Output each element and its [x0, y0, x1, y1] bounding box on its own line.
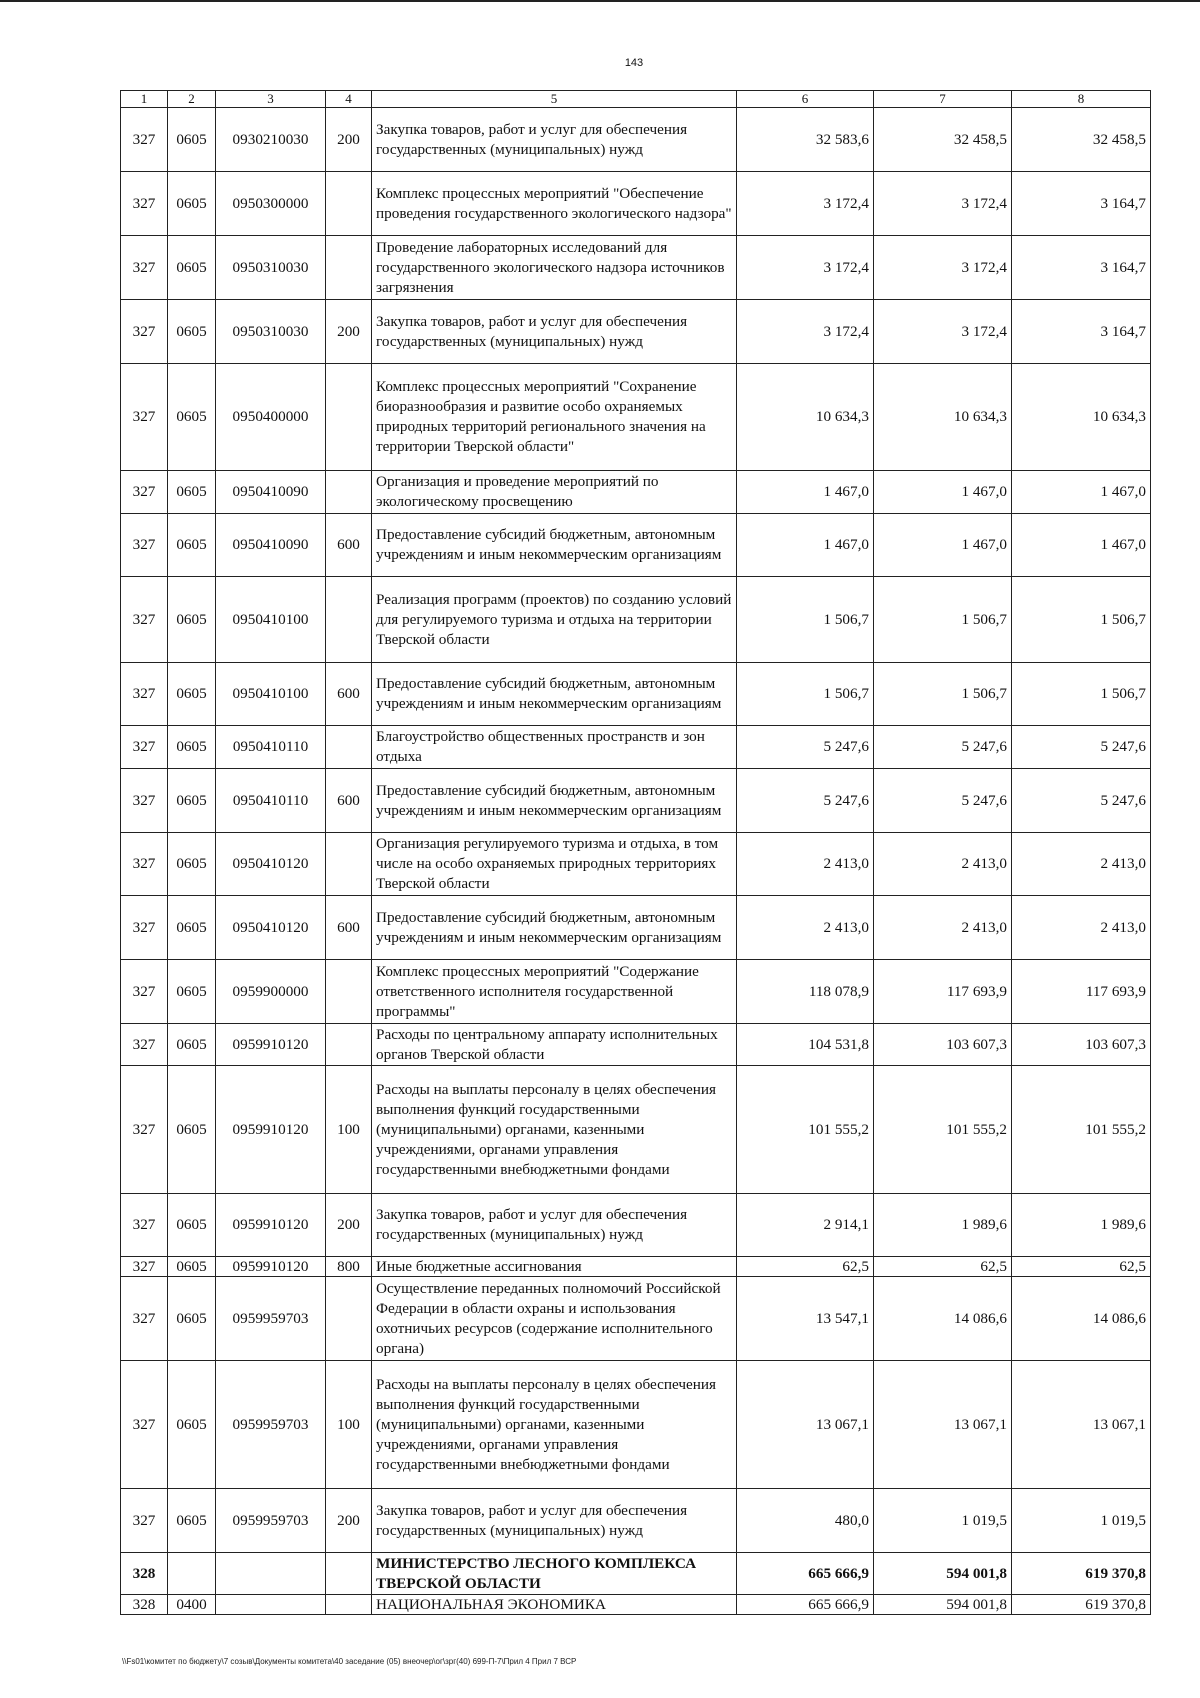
cell-amount-col6: 13 547,1 — [737, 1277, 874, 1361]
cell-expense-type — [326, 833, 372, 896]
cell-amount-col6: 3 172,4 — [737, 300, 874, 364]
cell-amount-col6: 665 666,9 — [737, 1595, 874, 1615]
page-number: 143 — [624, 57, 644, 69]
cell-amount-col8: 619 370,8 — [1012, 1553, 1151, 1595]
budget-table — [120, 90, 1151, 1615]
cell-amount-col8: 13 067,1 — [1012, 1361, 1151, 1489]
cell-section-code: 0605 — [168, 577, 216, 663]
header-col-3: 3 — [216, 91, 326, 108]
cell-amount-col8: 1 506,7 — [1012, 663, 1151, 726]
cell-section-code: 0605 — [168, 1194, 216, 1257]
header-col-1: 1 — [121, 91, 168, 108]
top-border — [0, 0, 1200, 2]
cell-target-article: 0950410120 — [216, 896, 326, 960]
table-row — [121, 364, 1151, 471]
cell-amount-col6: 3 172,4 — [737, 172, 874, 236]
cell-description: Проведение лабораторных исследований для государственного экологического надзора источников загрязнения — [372, 236, 737, 300]
cell-expense-type: 600 — [326, 896, 372, 960]
cell-expense-type — [326, 172, 372, 236]
cell-amount-col6: 32 583,6 — [737, 108, 874, 172]
cell-admin-code: 328 — [121, 1595, 168, 1615]
cell-amount-col7: 62,5 — [874, 1257, 1012, 1277]
cell-amount-col8: 1 467,0 — [1012, 514, 1151, 577]
cell-section-code: 0605 — [168, 896, 216, 960]
cell-expense-type: 200 — [326, 1489, 372, 1553]
cell-description: Расходы на выплаты персоналу в целях обеспечения выполнения функций государственными (муниципальными) органами, казенными учреждениями, органами управления государственными внебюджетными фондами — [372, 1361, 737, 1489]
cell-amount-col8: 1 506,7 — [1012, 577, 1151, 663]
cell-description: Комплекс процессных мероприятий "Содержание ответственного исполнителя государственной программы" — [372, 960, 737, 1024]
cell-amount-col8: 14 086,6 — [1012, 1277, 1151, 1361]
cell-section-code: 0605 — [168, 1066, 216, 1194]
table-row — [121, 833, 1151, 896]
cell-description: Закупка товаров, работ и услуг для обеспечения государственных (муниципальных) нужд — [372, 108, 737, 172]
cell-admin-code: 327 — [121, 833, 168, 896]
cell-expense-type — [326, 364, 372, 471]
cell-description: Организация регулируемого туризма и отдыха, в том числе на особо охраняемых природных территориях Тверской области — [372, 833, 737, 896]
cell-expense-type — [326, 236, 372, 300]
cell-admin-code: 327 — [121, 108, 168, 172]
table-row — [121, 1277, 1151, 1361]
cell-target-article — [216, 1553, 326, 1595]
cell-amount-col7: 32 458,5 — [874, 108, 1012, 172]
cell-expense-type — [326, 1277, 372, 1361]
table-row — [121, 514, 1151, 577]
cell-expense-type: 200 — [326, 108, 372, 172]
cell-amount-col8: 2 413,0 — [1012, 896, 1151, 960]
cell-description: Закупка товаров, работ и услуг для обеспечения государственных (муниципальных) нужд — [372, 300, 737, 364]
cell-amount-col6: 104 531,8 — [737, 1024, 874, 1066]
table-row — [121, 300, 1151, 364]
cell-section-code: 0605 — [168, 364, 216, 471]
cell-amount-col6: 101 555,2 — [737, 1066, 874, 1194]
cell-expense-type: 600 — [326, 663, 372, 726]
cell-amount-col8: 62,5 — [1012, 1257, 1151, 1277]
cell-expense-type: 100 — [326, 1066, 372, 1194]
cell-description: Комплекс процессных мероприятий "Обеспечение проведения государственного экологического надзора" — [372, 172, 737, 236]
cell-amount-col6: 13 067,1 — [737, 1361, 874, 1489]
table-row — [121, 1257, 1151, 1277]
cell-amount-col7: 14 086,6 — [874, 1277, 1012, 1361]
cell-amount-col7: 3 172,4 — [874, 236, 1012, 300]
cell-amount-col7: 3 172,4 — [874, 172, 1012, 236]
header-col-8: 8 — [1012, 91, 1151, 108]
header-col-6: 6 — [737, 91, 874, 108]
cell-expense-type — [326, 1553, 372, 1595]
cell-target-article: 0950310030 — [216, 300, 326, 364]
cell-section-code: 0605 — [168, 1489, 216, 1553]
table-row — [121, 1024, 1151, 1066]
cell-amount-col6: 1 467,0 — [737, 514, 874, 577]
cell-amount-col8: 3 164,7 — [1012, 236, 1151, 300]
cell-section-code: 0605 — [168, 1257, 216, 1277]
cell-admin-code: 327 — [121, 300, 168, 364]
cell-amount-col7: 10 634,3 — [874, 364, 1012, 471]
cell-target-article: 0950400000 — [216, 364, 326, 471]
cell-admin-code: 327 — [121, 896, 168, 960]
cell-amount-col6: 480,0 — [737, 1489, 874, 1553]
cell-section-code: 0605 — [168, 663, 216, 726]
cell-admin-code: 327 — [121, 236, 168, 300]
cell-description: Осуществление переданных полномочий Российской Федерации в области охраны и использования охотничьих ресурсов (содержание исполнительного органа) — [372, 1277, 737, 1361]
cell-admin-code: 327 — [121, 1277, 168, 1361]
header-col-5: 5 — [372, 91, 737, 108]
cell-description: Реализация программ (проектов) по созданию условий для регулируемого туризма и отдыха на территории Тверской области — [372, 577, 737, 663]
cell-target-article: 0950410100 — [216, 663, 326, 726]
cell-section-code: 0605 — [168, 769, 216, 833]
cell-amount-col6: 10 634,3 — [737, 364, 874, 471]
cell-amount-col8: 3 164,7 — [1012, 300, 1151, 364]
cell-admin-code: 327 — [121, 726, 168, 769]
cell-target-article: 0950410110 — [216, 769, 326, 833]
cell-section-code: 0605 — [168, 514, 216, 577]
cell-target-article: 0930210030 — [216, 108, 326, 172]
cell-expense-type — [326, 577, 372, 663]
cell-expense-type — [326, 960, 372, 1024]
cell-admin-code: 327 — [121, 1361, 168, 1489]
cell-amount-col6: 1 506,7 — [737, 663, 874, 726]
cell-amount-col8: 5 247,6 — [1012, 769, 1151, 833]
cell-target-article: 0950310030 — [216, 236, 326, 300]
cell-admin-code: 327 — [121, 1024, 168, 1066]
header-col-7: 7 — [874, 91, 1012, 108]
cell-amount-col6: 62,5 — [737, 1257, 874, 1277]
table-row — [121, 1361, 1151, 1489]
cell-expense-type — [326, 471, 372, 514]
cell-admin-code: 327 — [121, 663, 168, 726]
table-row — [121, 1066, 1151, 1194]
table-row — [121, 1553, 1151, 1595]
cell-amount-col7: 103 607,3 — [874, 1024, 1012, 1066]
header-col-4: 4 — [326, 91, 372, 108]
cell-section-code: 0605 — [168, 108, 216, 172]
cell-amount-col7: 5 247,6 — [874, 726, 1012, 769]
cell-amount-col6: 2 914,1 — [737, 1194, 874, 1257]
cell-section-code: 0605 — [168, 172, 216, 236]
cell-section-code: 0605 — [168, 1024, 216, 1066]
cell-description: Предоставление субсидий бюджетным, автономным учреждениям и иным некоммерческим организациям — [372, 769, 737, 833]
table-row — [121, 1595, 1151, 1615]
cell-section-code: 0605 — [168, 960, 216, 1024]
cell-expense-type — [326, 1024, 372, 1066]
header-row — [121, 91, 1151, 108]
cell-amount-col8: 117 693,9 — [1012, 960, 1151, 1024]
table-body — [121, 108, 1151, 1615]
cell-amount-col7: 117 693,9 — [874, 960, 1012, 1024]
cell-target-article: 0950410110 — [216, 726, 326, 769]
table-row — [121, 960, 1151, 1024]
cell-description: Закупка товаров, работ и услуг для обеспечения государственных (муниципальных) нужд — [372, 1194, 737, 1257]
cell-description: НАЦИОНАЛЬНАЯ ЭКОНОМИКА — [372, 1595, 737, 1615]
cell-section-code: 0605 — [168, 471, 216, 514]
cell-admin-code: 327 — [121, 1066, 168, 1194]
cell-admin-code: 327 — [121, 1257, 168, 1277]
cell-amount-col7: 3 172,4 — [874, 300, 1012, 364]
cell-admin-code: 328 — [121, 1553, 168, 1595]
cell-amount-col8: 10 634,3 — [1012, 364, 1151, 471]
cell-amount-col7: 594 001,8 — [874, 1595, 1012, 1615]
cell-amount-col6: 3 172,4 — [737, 236, 874, 300]
cell-description: Закупка товаров, работ и услуг для обеспечения государственных (муниципальных) нужд — [372, 1489, 737, 1553]
cell-amount-col7: 2 413,0 — [874, 833, 1012, 896]
cell-amount-col7: 5 247,6 — [874, 769, 1012, 833]
cell-description: Предоставление субсидий бюджетным, автономным учреждениям и иным некоммерческим организациям — [372, 663, 737, 726]
cell-expense-type: 600 — [326, 769, 372, 833]
cell-amount-col6: 1 506,7 — [737, 577, 874, 663]
cell-expense-type — [326, 726, 372, 769]
cell-amount-col8: 1 019,5 — [1012, 1489, 1151, 1553]
cell-amount-col8: 103 607,3 — [1012, 1024, 1151, 1066]
cell-amount-col8: 1 467,0 — [1012, 471, 1151, 514]
cell-admin-code: 327 — [121, 1194, 168, 1257]
cell-amount-col6: 5 247,6 — [737, 726, 874, 769]
cell-target-article — [216, 1595, 326, 1615]
cell-section-code: 0605 — [168, 833, 216, 896]
cell-target-article: 0950410120 — [216, 833, 326, 896]
cell-description: Предоставление субсидий бюджетным, автономным учреждениям и иным некоммерческим организациям — [372, 514, 737, 577]
header-col-2: 2 — [168, 91, 216, 108]
cell-amount-col6: 1 467,0 — [737, 471, 874, 514]
table-row — [121, 769, 1151, 833]
cell-amount-col7: 594 001,8 — [874, 1553, 1012, 1595]
cell-expense-type: 800 — [326, 1257, 372, 1277]
cell-amount-col8: 32 458,5 — [1012, 108, 1151, 172]
cell-amount-col8: 101 555,2 — [1012, 1066, 1151, 1194]
cell-amount-col8: 3 164,7 — [1012, 172, 1151, 236]
cell-amount-col7: 1 467,0 — [874, 514, 1012, 577]
cell-target-article: 0959900000 — [216, 960, 326, 1024]
cell-expense-type: 200 — [326, 1194, 372, 1257]
cell-section-code — [168, 1553, 216, 1595]
cell-amount-col7: 1 467,0 — [874, 471, 1012, 514]
table-row — [121, 236, 1151, 300]
cell-admin-code: 327 — [121, 960, 168, 1024]
cell-target-article: 0959910120 — [216, 1194, 326, 1257]
cell-amount-col8: 2 413,0 — [1012, 833, 1151, 896]
cell-description: Комплекс процессных мероприятий "Сохранение биоразнообразия и развитие особо охраняемых природных территорий регионального значения на территории Тверской области" — [372, 364, 737, 471]
table-row — [121, 896, 1151, 960]
table-row — [121, 172, 1151, 236]
table-row — [121, 108, 1151, 172]
cell-amount-col7: 1 506,7 — [874, 577, 1012, 663]
cell-amount-col7: 1 989,6 — [874, 1194, 1012, 1257]
cell-section-code: 0605 — [168, 726, 216, 769]
cell-amount-col6: 665 666,9 — [737, 1553, 874, 1595]
cell-section-code: 0605 — [168, 1277, 216, 1361]
cell-amount-col7: 1 019,5 — [874, 1489, 1012, 1553]
cell-amount-col6: 118 078,9 — [737, 960, 874, 1024]
cell-admin-code: 327 — [121, 769, 168, 833]
table-row — [121, 471, 1151, 514]
table-row — [121, 1489, 1151, 1553]
cell-target-article: 0959910120 — [216, 1024, 326, 1066]
cell-target-article: 0950410100 — [216, 577, 326, 663]
cell-expense-type — [326, 1595, 372, 1615]
cell-admin-code: 327 — [121, 577, 168, 663]
cell-description: Благоустройство общественных пространств и зон отдыха — [372, 726, 737, 769]
cell-admin-code: 327 — [121, 1489, 168, 1553]
footer-file-path: \\Fs01\комитет по бюджету\7 созыв\Документы комитета\40 заседание (05) внеочер\ог\зрг(40) 699-П-7\Прил 4 Прил 7 ВСР — [122, 1657, 577, 1666]
cell-target-article: 0959910120 — [216, 1066, 326, 1194]
cell-description: Расходы по центральному аппарату исполнительных органов Тверской области — [372, 1024, 737, 1066]
table-row — [121, 726, 1151, 769]
cell-target-article: 0950410090 — [216, 514, 326, 577]
cell-target-article: 0950410090 — [216, 471, 326, 514]
cell-target-article: 0959959703 — [216, 1361, 326, 1489]
cell-target-article: 0959959703 — [216, 1489, 326, 1553]
table-row — [121, 1194, 1151, 1257]
table-row — [121, 663, 1151, 726]
cell-amount-col6: 2 413,0 — [737, 833, 874, 896]
cell-amount-col8: 1 989,6 — [1012, 1194, 1151, 1257]
cell-section-code: 0605 — [168, 236, 216, 300]
cell-amount-col8: 619 370,8 — [1012, 1595, 1151, 1615]
cell-amount-col7: 13 067,1 — [874, 1361, 1012, 1489]
cell-amount-col6: 2 413,0 — [737, 896, 874, 960]
cell-description: Расходы на выплаты персоналу в целях обеспечения выполнения функций государственными (муниципальными) органами, казенными учреждениями, органами управления государственными внебюджетными фондами — [372, 1066, 737, 1194]
cell-amount-col7: 101 555,2 — [874, 1066, 1012, 1194]
cell-amount-col6: 5 247,6 — [737, 769, 874, 833]
cell-admin-code: 327 — [121, 172, 168, 236]
cell-section-code: 0605 — [168, 1361, 216, 1489]
cell-expense-type: 100 — [326, 1361, 372, 1489]
cell-description: Организация и проведение мероприятий по экологическому просвещению — [372, 471, 737, 514]
cell-admin-code: 327 — [121, 364, 168, 471]
cell-target-article: 0959910120 — [216, 1257, 326, 1277]
cell-expense-type: 600 — [326, 514, 372, 577]
cell-amount-col7: 2 413,0 — [874, 896, 1012, 960]
cell-amount-col7: 1 506,7 — [874, 663, 1012, 726]
cell-description: Иные бюджетные ассигнования — [372, 1257, 737, 1277]
cell-target-article: 0950300000 — [216, 172, 326, 236]
cell-section-code: 0400 — [168, 1595, 216, 1615]
cell-admin-code: 327 — [121, 514, 168, 577]
table-row — [121, 577, 1151, 663]
cell-amount-col8: 5 247,6 — [1012, 726, 1151, 769]
cell-section-code: 0605 — [168, 300, 216, 364]
cell-admin-code: 327 — [121, 471, 168, 514]
cell-description: МИНИСТЕРСТВО ЛЕСНОГО КОМПЛЕКСА ТВЕРСКОЙ ОБЛАСТИ — [372, 1553, 737, 1595]
cell-expense-type: 200 — [326, 300, 372, 364]
cell-target-article: 0959959703 — [216, 1277, 326, 1361]
cell-description: Предоставление субсидий бюджетным, автономным учреждениям и иным некоммерческим организациям — [372, 896, 737, 960]
